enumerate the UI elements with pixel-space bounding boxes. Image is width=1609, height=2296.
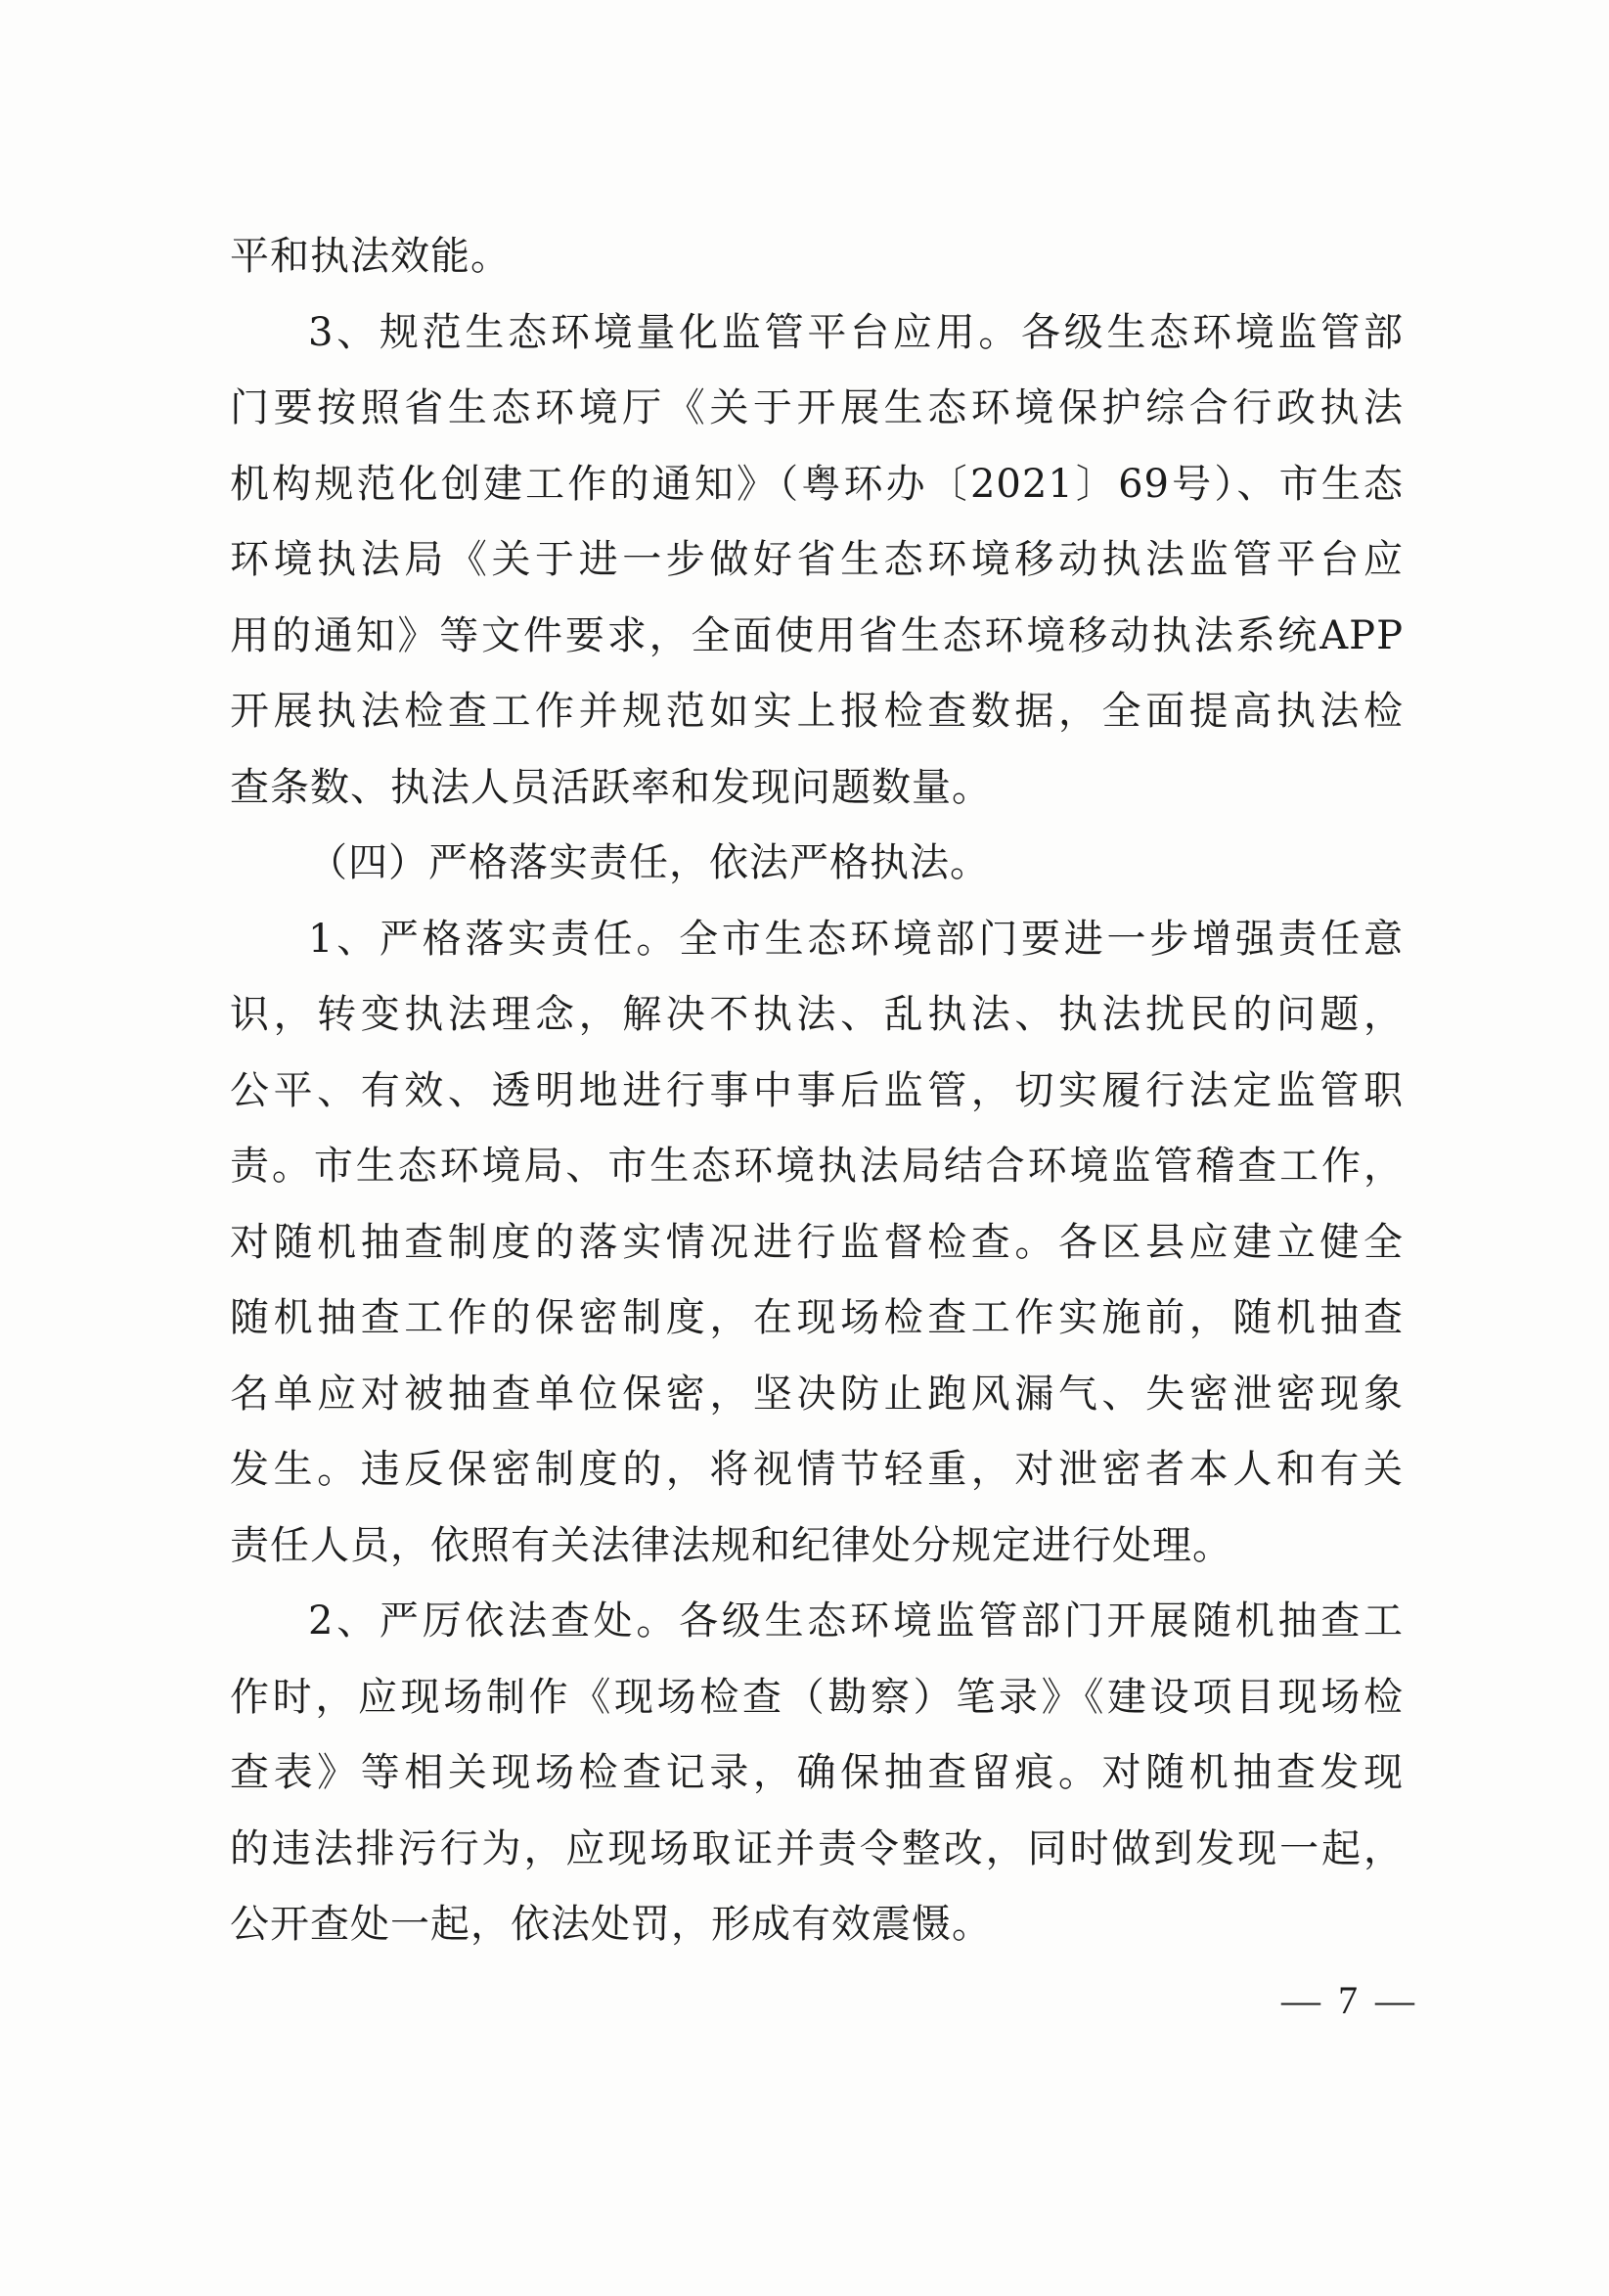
text-line: 门要按照省生态环境厅《关于开展生态环境保护综合行政执法 [230,385,1404,430]
text-line: 机构规范化创建工作的通知》（粤环办〔2021〕69号）、市生态 [230,461,1404,507]
text-line: 责。市生态环境局、市生态环境执法局结合环境监管稽查工作， [230,1144,1404,1189]
text-line: 对随机抽查制度的落实情况进行监督检查。各区县应建立健全 [230,1219,1404,1265]
text-line: 平和执法效能。 [230,234,511,279]
text-line: 公开查处一起，依法处罚，形成有效震慑。 [230,1902,992,1947]
text-line: 随机抽查工作的保密制度，在现场检查工作实施前，随机抽查 [230,1295,1404,1340]
text-line: 3、规范生态环境量化监管平台应用。各级生态环境监管部 [308,309,1404,355]
page-number: — 7 — [1281,1978,1418,2022]
text-line: 环境执法局《关于进一步做好省生态环境移动执法监管平台应 [230,537,1404,582]
text-line: 用的通知》等文件要求，全面使用省生态环境移动执法系统APP [230,612,1404,658]
text-line: 2、严厉依法查处。各级生态环境监管部门开展随机抽查工 [308,1598,1404,1643]
text-line: 作时，应现场制作《现场检查（勘察）笔录》《建设项目现场检 [230,1674,1404,1720]
document-body [230,219,1404,1963]
text-line: 开展执法检查工作并规范如实上报检查数据，全面提高执法检 [230,689,1404,734]
text-line: 责任人员，依照有关法律法规和纪律处分规定进行处理。 [230,1522,1232,1568]
text-line: （四）严格落实责任，依法严格执法。 [308,840,990,885]
text-line: 1、严格落实责任。全市生态环境部门要进一步增强责任意 [308,916,1404,962]
text-line: 公平、有效、透明地进行事中事后监管，切实履行法定监管职 [230,1067,1404,1113]
text-line: 查条数、执法人员活跃率和发现问题数量。 [230,764,992,810]
text-line: 识，转变执法理念，解决不执法、乱执法、执法扰民的问题， [230,992,1404,1037]
text-line: 发生。违反保密制度的，将视情节轻重，对泄密者本人和有关 [230,1447,1404,1492]
text-line: 的违法排污行为，应现场取证并责令整改，同时做到发现一起， [230,1825,1404,1871]
text-line: 名单应对被抽查单位保密，坚决防止跑风漏气、失密泄密现象 [230,1371,1404,1417]
text-line: 查表》等相关现场检查记录，确保抽查留痕。对随机抽查发现 [230,1750,1404,1795]
